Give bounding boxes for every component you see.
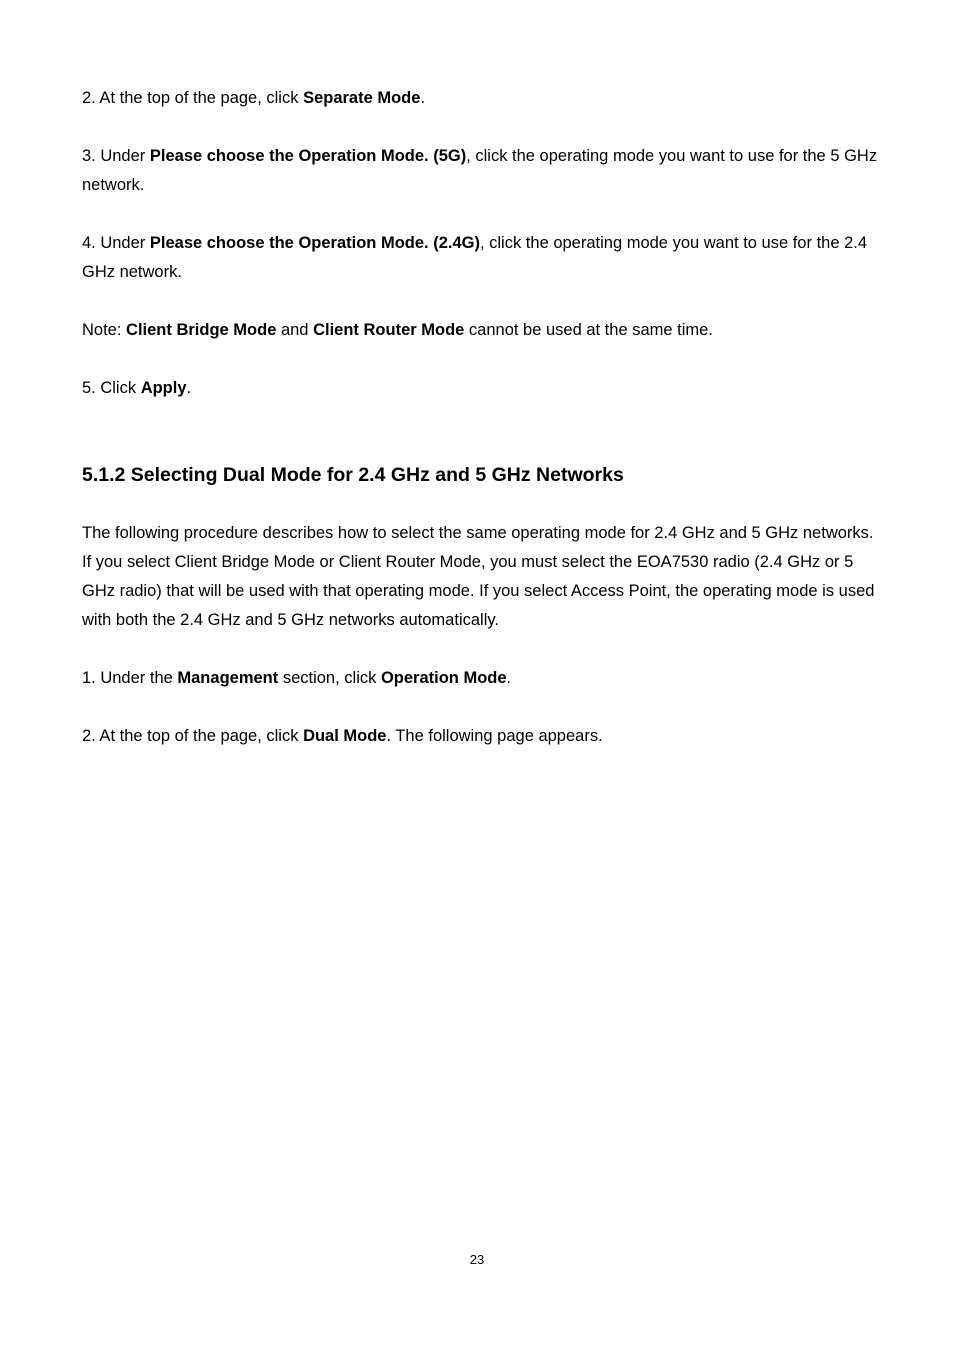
section-step-2: 2. At the top of the page, click Dual Mode. The following page appears.: [82, 727, 603, 745]
page-number: 23: [469, 1252, 485, 1267]
step-2-separate-mode: 2. At the top of the page, click Separate Mode.: [82, 89, 426, 107]
document-page: [82, 84, 882, 780]
section-step-1: 1. Under the Management section, click Operation Mode.: [82, 669, 512, 687]
section-heading: 5.1.2 Selecting Dual Mode for 2.4 GHz and 5 GHz Networks: [82, 464, 624, 486]
step-4-choose-24g: 4. Under Please choose the Operation Mode. (2.4G), click the operating mode you want to use for the 2.4 GHz network.: [82, 234, 868, 281]
step-3-choose-5g: 3. Under Please choose the Operation Mode. (5G), click the operating mode you want to use for the 5 GHz network.: [82, 147, 878, 194]
note-paragraph: Note: Client Bridge Mode and Client Router Mode cannot be used at the same time.: [82, 321, 713, 339]
section-intro: The following procedure describes how to select the same operating mode for 2.4 GHz and 5 GHz networks. If you select Client Bridge Mode or Client Router Mode, you must select the EOA7530 radio (2.4 GHz or 5 GHz radio) that will be used with that operating mode. If you select Access Point, the operating mode is used with both the 2.4 GHz and 5 GHz networks automatically.: [82, 524, 875, 629]
step-5-apply: 5. Click Apply.: [82, 379, 192, 397]
